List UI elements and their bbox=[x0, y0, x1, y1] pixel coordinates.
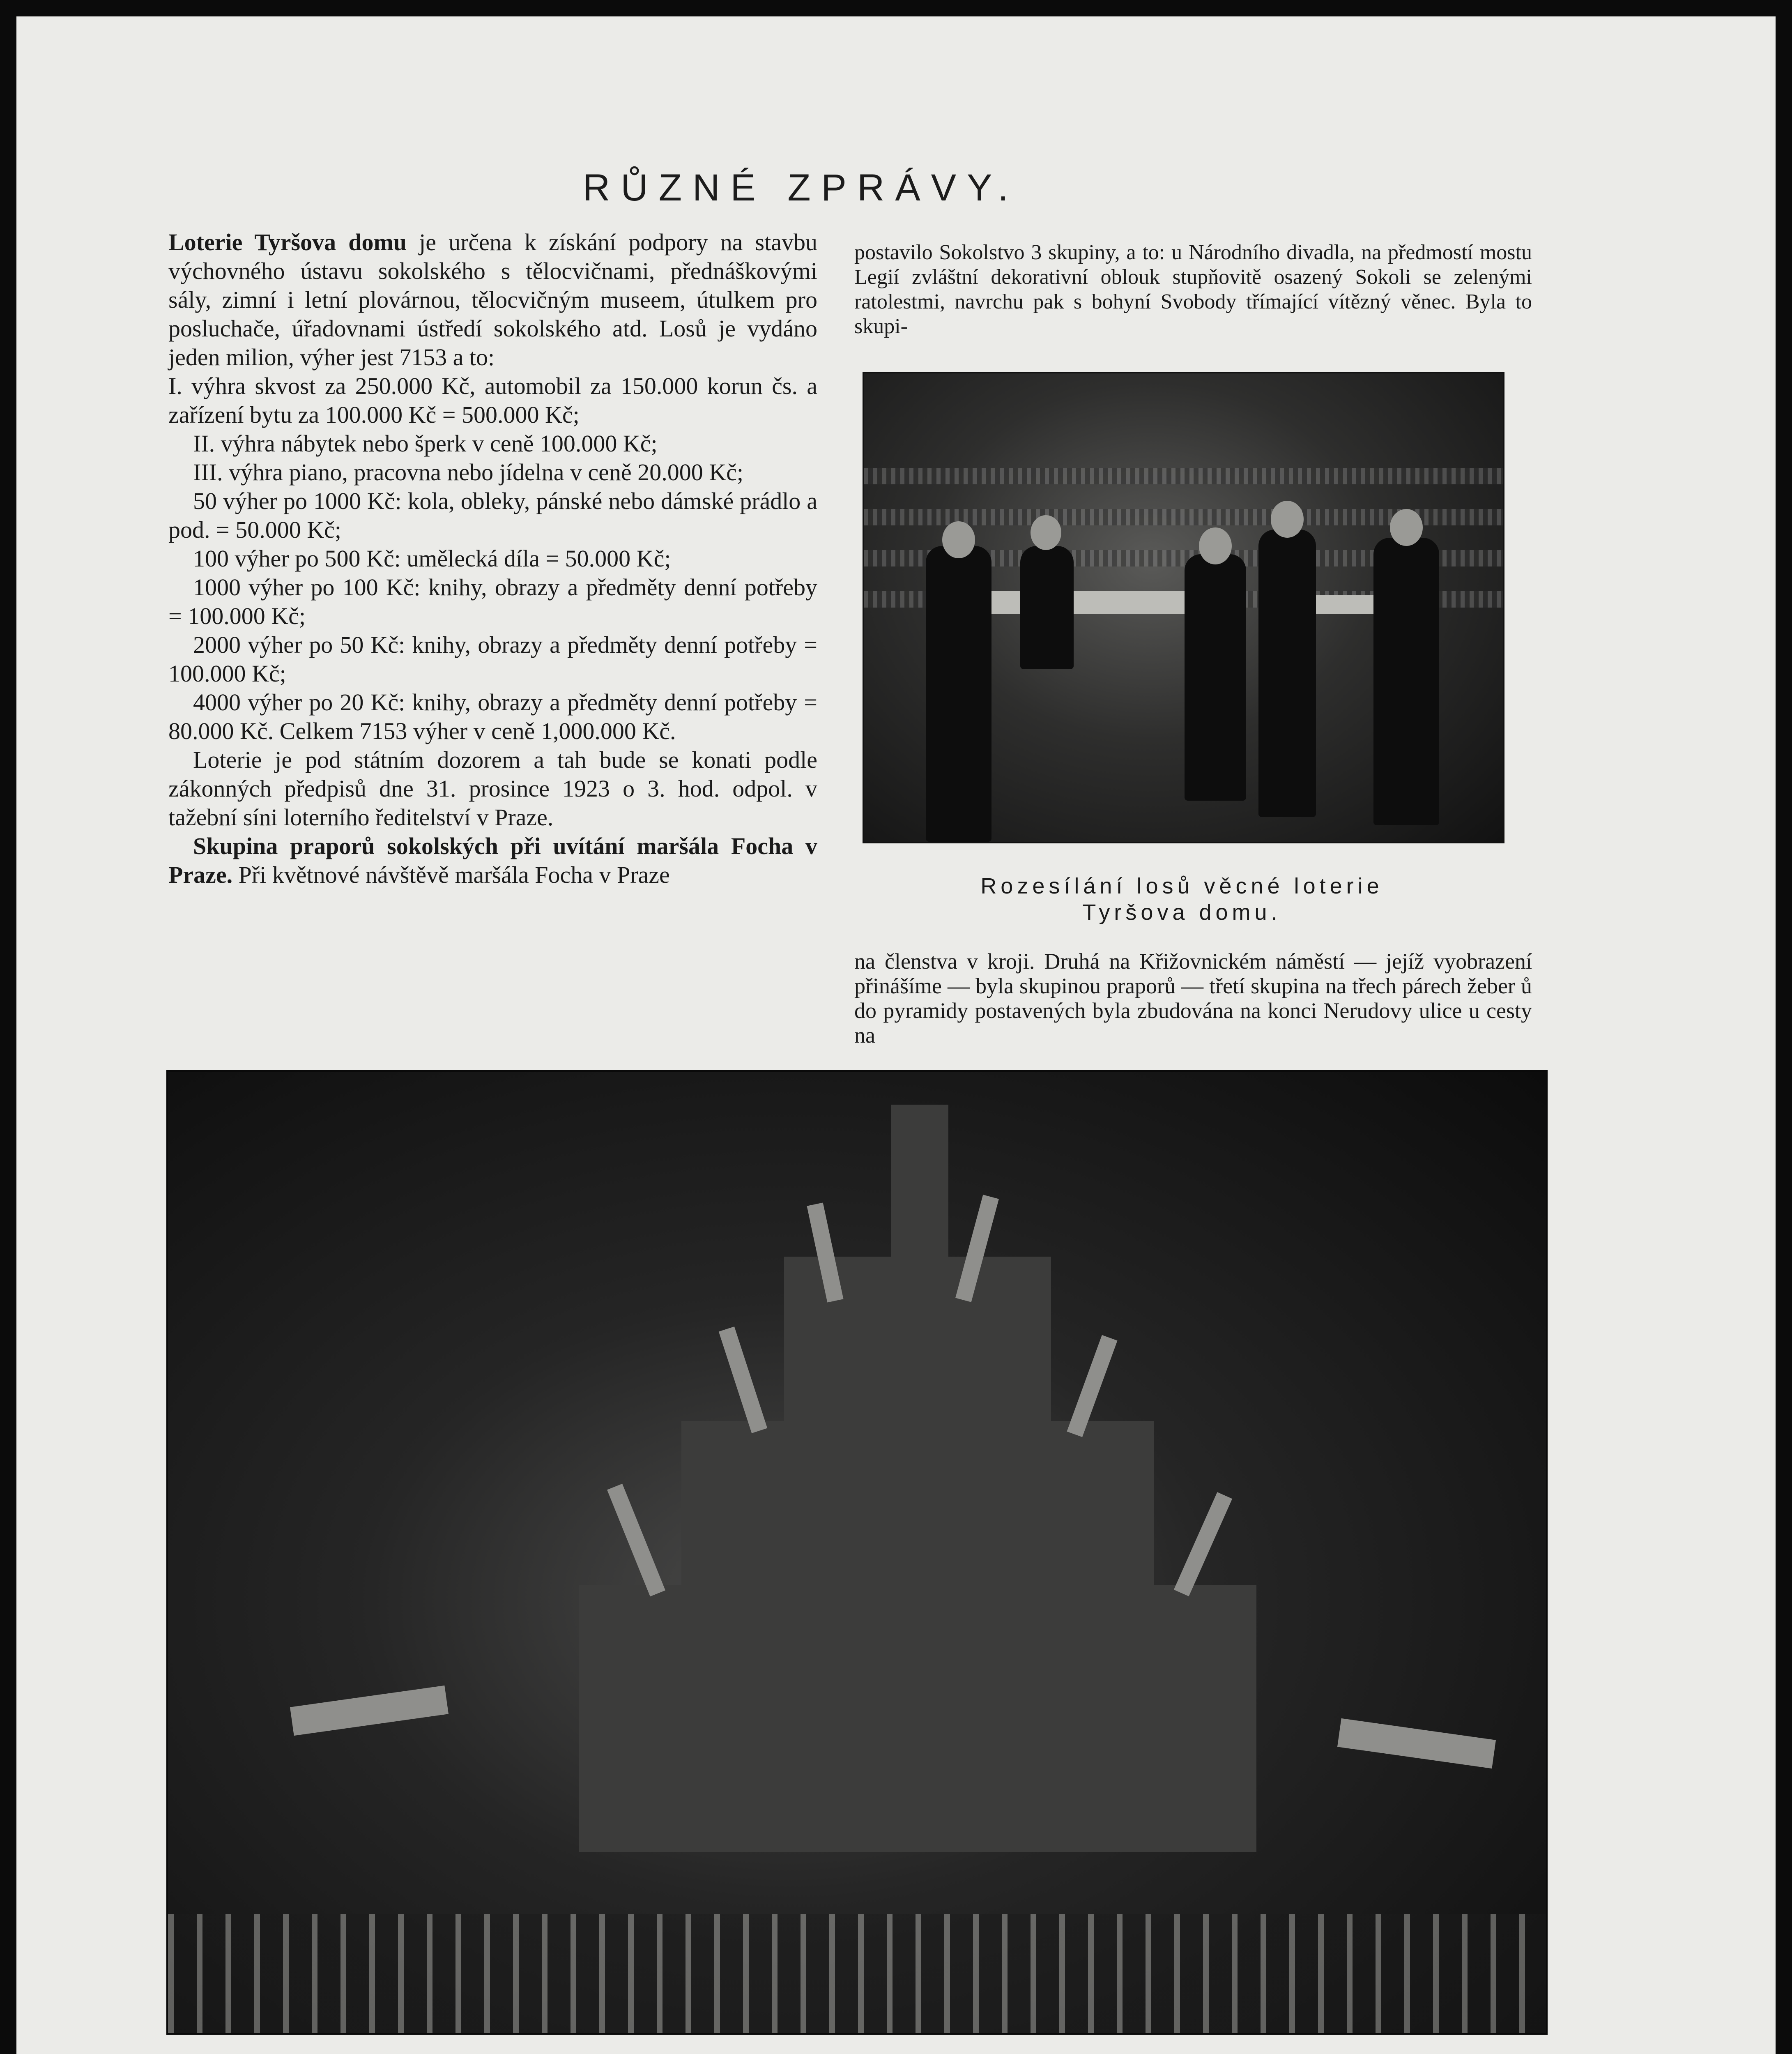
right-top-paragraph: postavilo Sokolstvo 3 skupiny, a to: u Národního divadla, na předmostí mostu Legií zvláštní dekorativní oblouk stupňovitě osazený Sokoli se zelenými ratolestmi, navrchu pak s bohyní Svobody třímající vítězný věnec. Byla to skupi- bbox=[854, 241, 1532, 338]
table-top bbox=[971, 591, 1201, 614]
flag-banner bbox=[607, 1484, 665, 1597]
person-figure bbox=[1185, 554, 1246, 801]
person-figure bbox=[1373, 538, 1439, 825]
prize-1000: 1000 výher po 100 Kč: knihy, obrazy a předměty denní potřeby = 100.000 Kč; bbox=[168, 574, 817, 629]
person-head bbox=[1199, 527, 1232, 564]
prize-50: 50 výher po 1000 Kč: kola, obleky, pánské nebo dámské prádlo a pod. = 50.000 Kč; bbox=[168, 488, 817, 543]
lottery-draw-paragraph: Loterie je pod státním dozorem a tah bude se konati podle zákonných předpisů dne 31. prosince 1923 o 3. hod. odpol. v tažební síni loterního ředitelství v Praze. bbox=[168, 746, 817, 831]
prize-100: 100 výher po 500 Kč: umělecká díla = 50.000 Kč; bbox=[193, 545, 671, 572]
pyramid-middle bbox=[681, 1421, 1154, 1593]
person-head bbox=[1031, 515, 1061, 550]
right-column-top bbox=[854, 240, 1532, 339]
prize-1: I. výhra skvost za 250.000 Kč, automobil za 150.000 korun čs. a zařízení bytu za 100.000 Kč = 500.000 Kč; bbox=[168, 373, 817, 428]
lottery-dispatch-photo bbox=[863, 372, 1504, 843]
scan-border-left bbox=[0, 0, 16, 2054]
lottery-photo-caption bbox=[863, 873, 1501, 926]
right-column-middle bbox=[854, 949, 1532, 1048]
scan-border-top bbox=[0, 0, 1792, 16]
lottery-heading: Loterie Tyršova domu bbox=[168, 229, 407, 256]
flags-text: Při květnové návštěvě maršála Focha v Praze bbox=[232, 861, 670, 888]
prize-2000: 2000 výher po 50 Kč: knihy, obrazy a předměty denní potřeby = 100.000 Kč; bbox=[168, 631, 817, 687]
lottery-intro-text: je určena k získání podpory na stavbu výchovného ústavu sokolského s tělocvičnami, přednáškovými sály, zimní i letní plovárnou, tělocvičným museem, útulkem pro posluchače, úřadovnami ústředí sokolského atd. Losů je vydáno jeden milion, výher jest 7153 a to: bbox=[168, 229, 817, 371]
caption-line-1: Rozesílání losů věcné loterie bbox=[980, 874, 1383, 898]
pyramid-statue bbox=[891, 1105, 948, 1261]
flag-group-photo bbox=[166, 1070, 1548, 2035]
scan-border-right bbox=[1776, 0, 1792, 2054]
prize-2: II. výhra nábytek nebo šperk v ceně 100.000 Kč; bbox=[193, 430, 658, 457]
gymnasts-row bbox=[168, 1914, 1546, 2033]
prize-4000: 4000 výher po 20 Kč: knihy, obrazy a předměty denní potřeby = 80.000 Kč. Celkem 7153 výher v ceně 1,000.000 Kč. bbox=[168, 689, 817, 744]
prize-3: III. výhra piano, pracovna nebo jídelna v ceně 20.000 Kč; bbox=[193, 459, 743, 486]
garland-left bbox=[290, 1686, 449, 1736]
person-figure bbox=[1258, 530, 1316, 817]
flag-banner bbox=[1174, 1492, 1232, 1596]
flags-heading: Skupina praporů sokolských při uvítání maršála Focha v Praze. bbox=[168, 833, 817, 888]
lottery-paragraph bbox=[168, 228, 817, 372]
left-column bbox=[168, 228, 817, 889]
flags-paragraph bbox=[168, 832, 817, 889]
pyramid-base bbox=[579, 1585, 1256, 1852]
person-head bbox=[1390, 509, 1423, 546]
garland-right bbox=[1337, 1718, 1496, 1768]
person-figure bbox=[1020, 546, 1074, 669]
person-head bbox=[942, 521, 975, 558]
flag-banner bbox=[719, 1326, 767, 1433]
shelf-row bbox=[864, 468, 1503, 484]
caption-line-2: Tyršova domu. bbox=[1082, 900, 1281, 925]
person-head bbox=[1271, 501, 1304, 538]
right-mid-paragraph: na členstva v kroji. Druhá na Křižovnickém náměstí — jejíž vyobrazení přinášíme — byla skupinou praporů — třetí skupina na třech párech žeber ů do pyramidy postavených byla zbudována na konci Nerudovy ulice u cesty na bbox=[854, 949, 1532, 1048]
page-title: RŮZNÉ ZPRÁVY. bbox=[582, 167, 1019, 209]
person-figure bbox=[926, 546, 991, 842]
